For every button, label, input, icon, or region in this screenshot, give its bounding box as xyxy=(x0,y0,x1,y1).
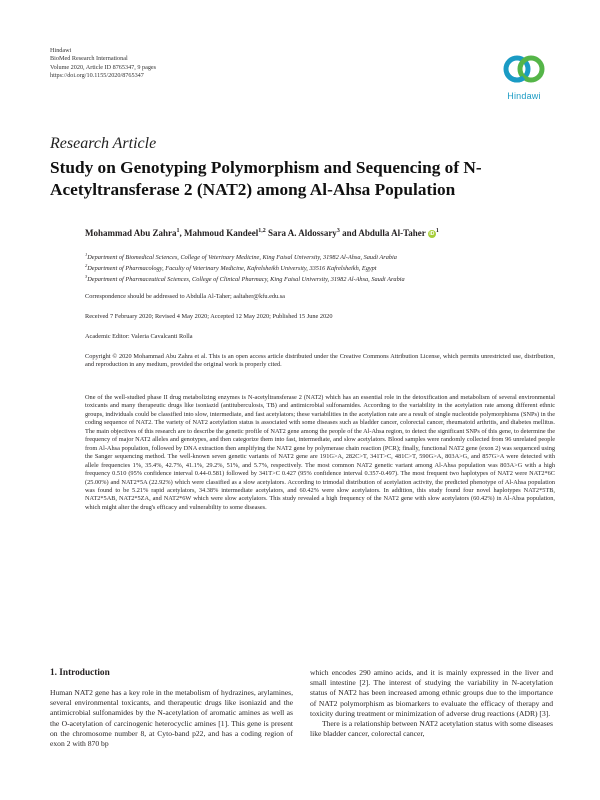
author-aff: 1,2 xyxy=(258,228,266,234)
academic-editor: Academic Editor: Valeria Cavalcanti Rolla xyxy=(85,333,193,340)
aff-text: Department of Pharmaceutical Sciences, College of Clinical Pharmacy, King Faisal University, 31982 Al-Ahsa, Saudi Arabia xyxy=(87,276,405,284)
copyright-notice: Copyright © 2020 Mohammad Abu Zahra et al. This is an open access article distributed under the Creative Commons Attribution License, which permits unrestricted use, distribution, and reproduction in any medium, provided the original work is properly cited. xyxy=(85,353,555,369)
author-name: Mohammad Abu Zahra xyxy=(85,228,177,238)
author-aff: 1 xyxy=(176,228,180,234)
journal-volume: Volume 2020, Article ID 8765347, 9 pages xyxy=(50,63,157,71)
paragraph: Human NAT2 gene has a key role in the metabolism of hydrazines, arylamines, several environmental toxicants, and therapeutic drugs like isoniazid and the antimicrobial sulfonamides by the N-acetylation of aromatic amines as well as the O-acetylation of carcinogenic heterocyclic amines [1]. This gene is present on the chromosome number 8, at Cyto-band p22, and has a coding region of exon 2 with 870 bp xyxy=(50,688,293,749)
article-type: Research Article xyxy=(50,135,157,152)
journal-doi[interactable]: https://doi.org/10.1155/2020/8765347 xyxy=(50,71,144,79)
affiliation xyxy=(85,252,555,261)
affiliation xyxy=(85,263,555,272)
aff-num: 3 xyxy=(85,274,88,279)
author-name: Sara A. Aldossary xyxy=(268,228,337,238)
author-name: Abdulla Al-Taher xyxy=(358,228,426,238)
journal-publisher: Hindawi xyxy=(50,47,72,54)
author-name: Mahmoud Kandeel xyxy=(184,228,259,238)
dates: Received 7 February 2020; Revised 4 May 2020; Accepted 12 May 2020; Published 15 June 2020 xyxy=(85,313,333,320)
hindawi-logo-text: Hindawi xyxy=(507,91,541,101)
intro-left-column xyxy=(50,688,293,749)
aff-text: Department of Pharmacology, Faculty of Veterinary Medicine, Kafrelsheikh University, 33516 Kafrelsheikh, Egypt xyxy=(87,265,377,273)
aff-num: 1 xyxy=(85,252,88,257)
author-aff: 1 xyxy=(435,228,439,234)
intro-right-column xyxy=(310,668,553,739)
aff-text: Department of Biomedical Sciences, College of Veterinary Medicine, King Faisal University, 31982 Al-Ahsa, Saudi Arabia xyxy=(87,254,397,262)
affiliation xyxy=(85,274,555,283)
journal-info xyxy=(50,47,156,80)
correspondence: Correspondence should be addressed to Abdulla Al-Taher; aaltaher@kfu.edu.sa xyxy=(85,293,285,300)
abstract: One of the well-studied phase II drug metabolizing enzymes is N-acetyltransferase 2 (NAT2) which has an essential role in the detoxification and metabolism of several environmental toxicants and many therapeutic drugs like isoniazid (antituberculosis, TB) and antimicrobial sulfonamides. According to the variability in the acetylation rate among different ethnic groups, individuals could be classified into slow, intermediate, and fast acetylators; these variabilities in the acetylation rate are a result of single nucleotide polymorphisms (SNPs) in the coding sequence of NAT2. The variety of NAT2 acetylation status is associated with some diseases such as bladder cancer, colorectal cancer, rheumatoid arthritis, and diabetes mellitus. The main objectives of this research are to describe the genetic profile of NAT2 gene among the people of the Al-Ahsa region, to detect the significant SNPs of this gene, to determine the frequency of major NAT2 alleles and genotypes, and then categorize them into fast, intermediate, and slow acetylators. Blood samples were randomly collected from 96 unrelated people from Al-Ahsa population, followed by DNA extraction then amplifying the NAT2 gene by polymerase chain reaction (PCR); finally, functional NAT2 gene (exon 2) was sequenced using the Sanger sequencing method. The well-known seven genetic variants of NAT2 gene are 191G>A, 282C>T, 341T>C, 481C>T, 590G>A, 803A>G, and 857G>A were detected with allele frequencies 1%, 35.4%, 42.7%, 41.1%, 29.2%, 51%, and 5.7%, respectively. The most common NAT2 genetic variant among Al-Ahsa population was 803A>G with a high frequency 0.510 (95% confidence interval 0.44-0.581) followed by 341T>C 0.427 (95% confidence interval 0.357-0.497). The most frequent two haplotypes of NAT2 were NAT2*6C (25.00%) and NAT2*5A (22.92%) which were classified as a slow acetylators. According to trimodal distribution of acetylation activity, the predicted phenotype of Al-Ahsa population was found to be 5.21% rapid acetylators, 34.38% intermediate acetylators, and 60.42% were slow acetylators. In addition, this study found four novel haplotypes NAT2*5TB, NAT2*5AB, NAT2*5ZA, and NAT2*6W which were slow acetylators. This study revealed a high frequency of the NAT2 gene with slow acetylators (60.42%) in Al-Ahsa population, which might alter the drug's efficacy and vulnerability to some diseases. xyxy=(85,394,555,511)
paragraph: There is a relationship between NAT2 acetylation status with some diseases like bladder cancer, colorectal cancer, xyxy=(310,719,553,739)
journal-name: BioMed Research International xyxy=(50,55,128,63)
paper-title: Study on Genotyping Polymorphism and Sequencing of N-Acetyltransferase 2 (NAT2) among Al-Ahsa Population xyxy=(50,158,482,199)
author-aff: 3 xyxy=(336,228,340,234)
orcid-icon[interactable]: iD xyxy=(429,230,435,237)
aff-num: 2 xyxy=(85,263,88,268)
paragraph: which encodes 290 amino acids, and it is mainly expressed in the liver and small intestine [2]. The interest of studying the variability in N-acetylation status of NAT2 has been increased among ethnic groups due to the importance of NAT2 polymorphism as biomarkers to evaluate the efficacy of therapy and toxicity during treatment or minimization of adverse drug reactions (ADR) [3]. xyxy=(310,668,553,718)
author-list: Mohammad Abu Zahra$^1$, Mahmoud Kandeel$^{1,2}$ Sara A. Aldossary$^3$ and Abdulla Al-Taher iD $^1$ xyxy=(85,228,439,238)
section-heading: 1. Introduction xyxy=(50,668,110,678)
